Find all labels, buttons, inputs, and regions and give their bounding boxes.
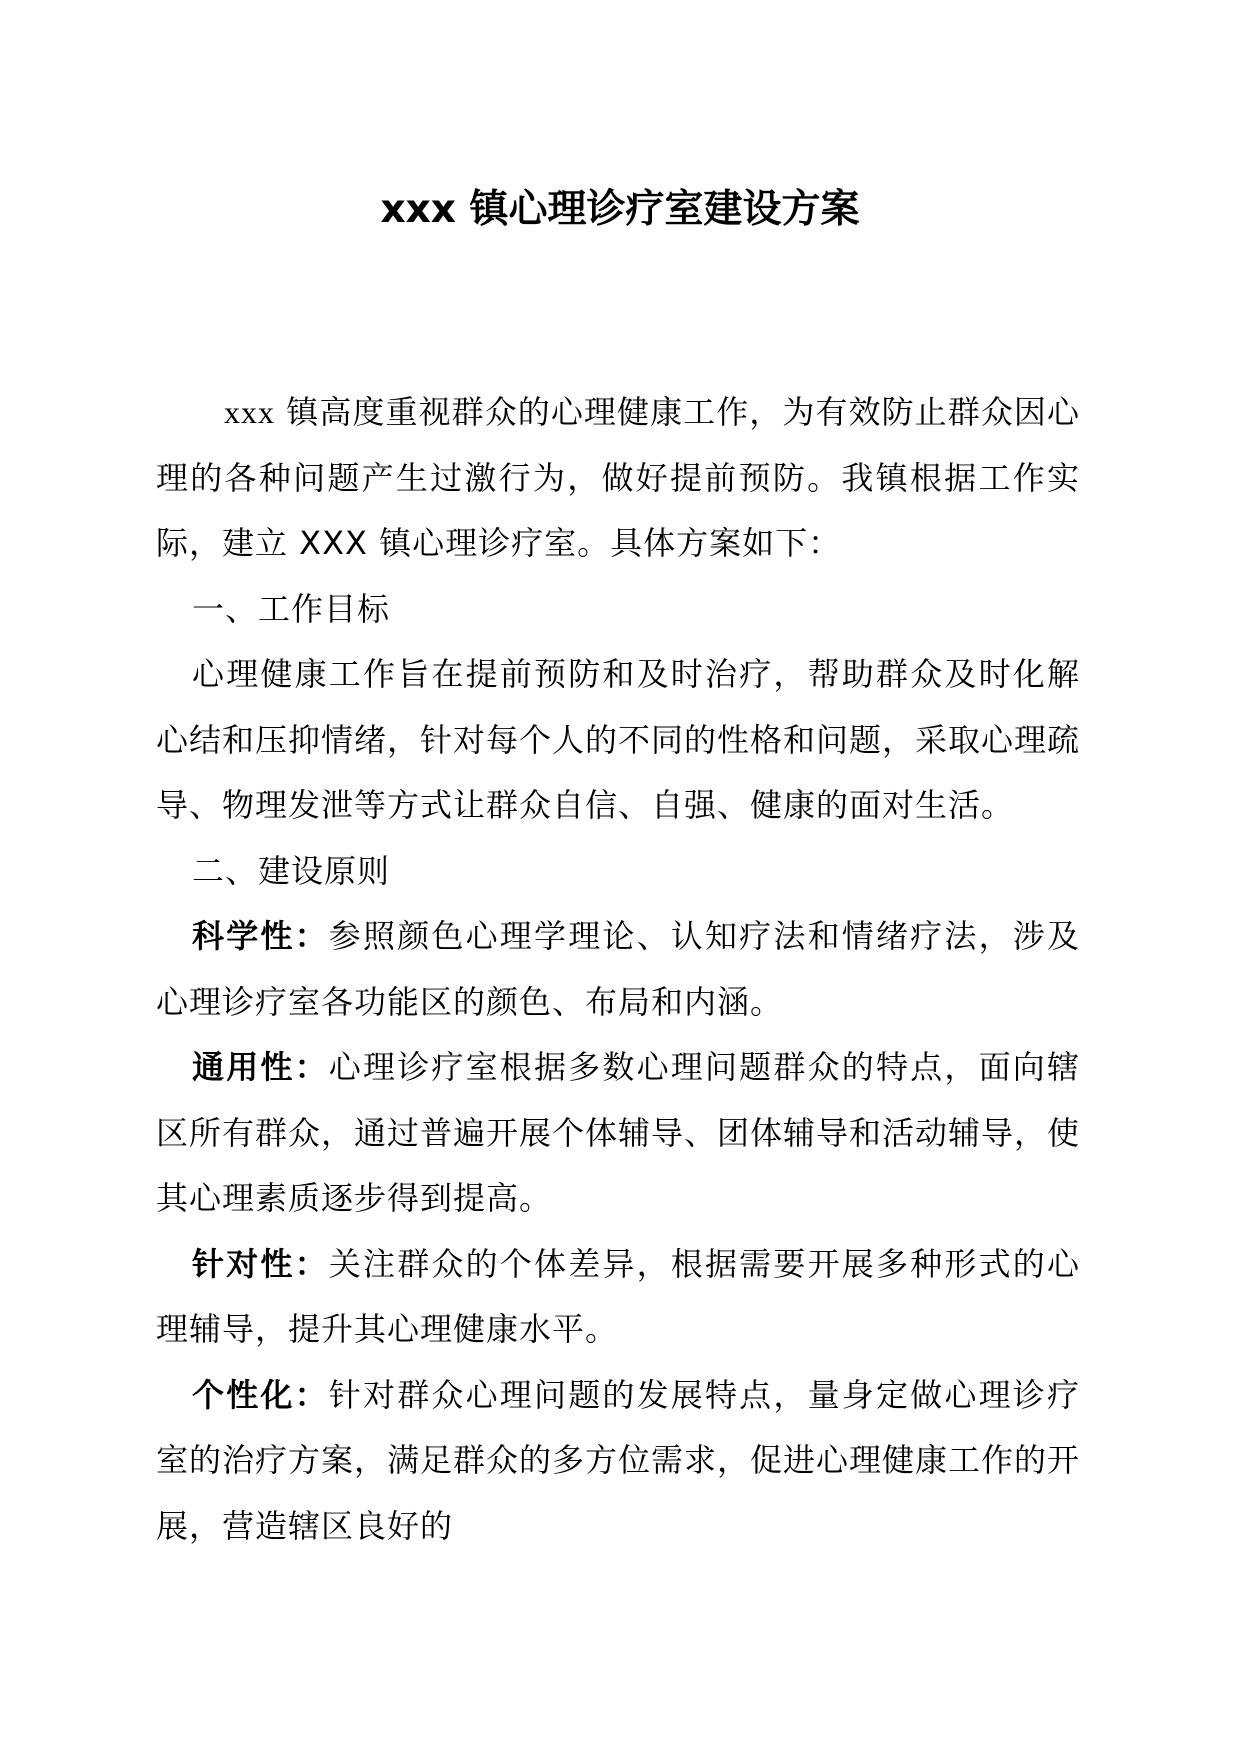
intro-prefix: xxx [224,394,275,430]
section-heading-goals: 一、工作目标 [192,589,391,628]
document-body [156,380,1080,1559]
principle-scientific [156,904,1080,1035]
principle-lead: 个性化： [192,1375,329,1414]
principle-lead: 针对性： [192,1244,329,1283]
principle-text: 参照颜色心理学理论、认知疗法和情绪疗法，涉及心理诊疗室各功能区的颜色、布局和内涵。 [156,917,1080,1021]
principle-lead: 科学性： [192,917,329,955]
intro-paragraph [156,380,1080,577]
intro-text: 镇高度重视群众的心理健康工作，为有效防止群众因心理的各种问题产生过激行为，做好提前预防。我镇根据工作实际，建立 XXX 镇心理诊疗室。具体方案如下： [156,393,1080,562]
principle-text: 针对群众心理问题的发展特点，量身定做心理诊疗室的治疗方案，满足群众的多方位需求，促进心理健康工作的开展，营造辖区良好的 [156,1375,1081,1545]
principle-personalized [156,1363,1080,1560]
section-heading-principles: 二、建设原则 [192,851,391,890]
principle-targeted [156,1232,1080,1363]
principle-lead: 通用性： [192,1048,329,1086]
goals-paragraph: 心理健康工作旨在提前预防和及时治疗，帮助群众及时化解心结和压抑情绪，针对每个人的不同的性格和问题，采取心理疏导、物理发泄等方式让群众自信、自强、健康的面对生活。 [156,655,1081,824]
principle-general [156,1035,1080,1232]
document-title: xxx 镇心理诊疗室建设方案 [380,187,860,232]
principle-text: 关注群众的个体差异，根据需要开展多种形式的心理辅导，提升其心理健康水平。 [156,1244,1080,1348]
principle-text: 心理诊疗室根据多数心理问题群众的特点，面向辖区所有群众，通过普遍开展个体辅导、团体辅导和活动辅导，使其心理素质逐步得到提高。 [156,1048,1081,1217]
